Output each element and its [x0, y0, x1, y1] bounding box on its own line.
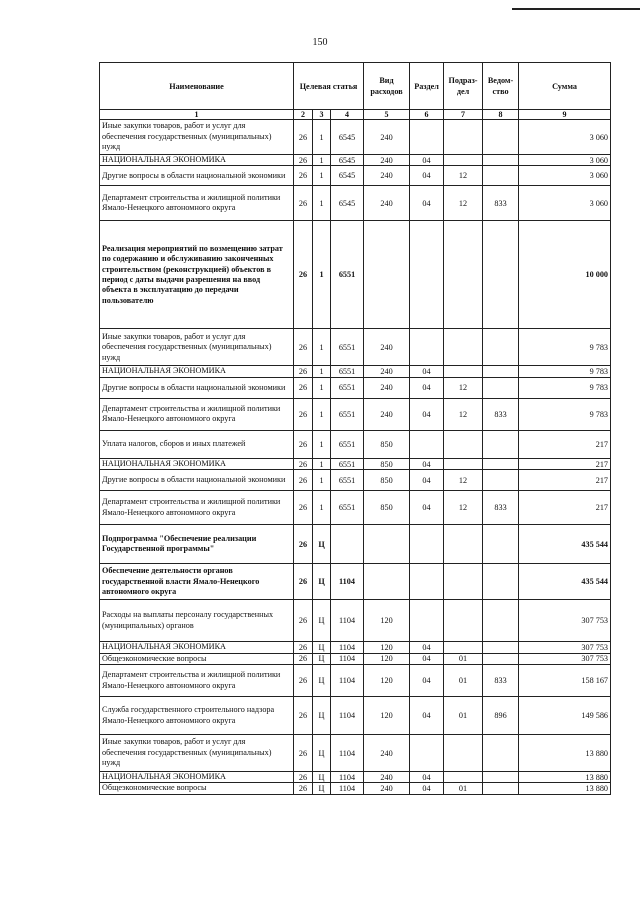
row-code: 1	[313, 166, 331, 186]
table-row	[100, 735, 611, 772]
row-code: 1	[313, 366, 331, 377]
header-expense-type: Вид расходов	[364, 63, 410, 110]
row-code	[410, 525, 444, 564]
row-code: 833	[483, 186, 519, 221]
row-code: 1	[313, 120, 331, 155]
row-code: Ц	[313, 653, 331, 664]
row-code: 26	[294, 564, 313, 600]
row-sum: 3 060	[519, 120, 611, 155]
row-code: 240	[364, 166, 410, 186]
row-code	[483, 377, 519, 398]
row-name: Общеэкономические вопросы	[100, 783, 294, 794]
row-code: 896	[483, 697, 519, 735]
row-code: 1104	[331, 564, 364, 600]
row-sum: 217	[519, 470, 611, 491]
row-code	[364, 221, 410, 329]
row-code: 6545	[331, 120, 364, 155]
header-name: Наименование	[100, 63, 294, 110]
table-row	[100, 186, 611, 221]
column-number: 8	[483, 110, 519, 120]
row-code: 120	[364, 642, 410, 653]
row-code: 240	[364, 186, 410, 221]
row-code: 26	[294, 120, 313, 155]
row-code: 120	[364, 665, 410, 697]
row-code: 240	[364, 783, 410, 794]
row-code: 1	[313, 470, 331, 491]
row-sum: 435 544	[519, 525, 611, 564]
row-code: 6545	[331, 186, 364, 221]
row-sum: 10 000	[519, 221, 611, 329]
row-code: 26	[294, 366, 313, 377]
row-code: 6551	[331, 398, 364, 430]
row-name: НАЦИОНАЛЬНАЯ ЭКОНОМИКА	[100, 642, 294, 653]
row-code: 240	[364, 366, 410, 377]
row-code: 833	[483, 491, 519, 525]
row-name: Департамент строительства и жилищной политики Ямало-Ненецкого автономного округа	[100, 491, 294, 525]
row-code: 04	[410, 783, 444, 794]
row-code: 120	[364, 600, 410, 642]
row-code: 6545	[331, 155, 364, 166]
table-body	[100, 120, 611, 795]
row-code: 1	[313, 155, 331, 166]
corner-mark	[512, 8, 640, 10]
row-code	[444, 525, 483, 564]
row-sum: 13 880	[519, 783, 611, 794]
table-row	[100, 155, 611, 166]
header-sum: Сумма	[519, 63, 611, 110]
row-code: 1	[313, 329, 331, 366]
row-code	[444, 458, 483, 469]
row-code: 26	[294, 525, 313, 564]
column-number: 7	[444, 110, 483, 120]
row-code: Ц	[313, 772, 331, 783]
row-sum: 217	[519, 458, 611, 469]
row-code: 1104	[331, 735, 364, 772]
table-row	[100, 600, 611, 642]
table-row	[100, 491, 611, 525]
row-code: 6551	[331, 221, 364, 329]
row-code	[444, 735, 483, 772]
row-code	[410, 735, 444, 772]
row-code: 26	[294, 642, 313, 653]
row-code: 1	[313, 491, 331, 525]
row-code: 1	[313, 398, 331, 430]
row-code: 240	[364, 398, 410, 430]
row-code	[331, 525, 364, 564]
row-code	[483, 120, 519, 155]
row-code: 04	[410, 642, 444, 653]
row-code: 833	[483, 398, 519, 430]
row-sum: 435 544	[519, 564, 611, 600]
row-code: 12	[444, 470, 483, 491]
row-name: Уплата налогов, сборов и иных платежей	[100, 430, 294, 458]
row-code	[483, 600, 519, 642]
row-sum: 217	[519, 430, 611, 458]
row-code: 04	[410, 166, 444, 186]
row-code: 6551	[331, 491, 364, 525]
row-code	[483, 642, 519, 653]
row-code: 1	[313, 186, 331, 221]
row-name: Другие вопросы в области национальной экономики	[100, 377, 294, 398]
row-code: 04	[410, 665, 444, 697]
row-sum: 9 783	[519, 366, 611, 377]
row-code: 850	[364, 491, 410, 525]
table-row	[100, 665, 611, 697]
row-name: Другие вопросы в области национальной экономики	[100, 470, 294, 491]
row-code	[444, 564, 483, 600]
row-code	[364, 564, 410, 600]
table-row	[100, 430, 611, 458]
budget-table	[99, 62, 611, 795]
row-code	[483, 470, 519, 491]
table-row	[100, 329, 611, 366]
row-name: Реализация мероприятий по возмещению затрат по содержанию и обслуживанию законченных строительством (реконструкцией) объектов в период с даты выдачи разрешения на ввод объекта в эксплуатацию до передачи пользователю	[100, 221, 294, 329]
table-row	[100, 783, 611, 794]
row-sum: 3 060	[519, 186, 611, 221]
page-number: 150	[312, 37, 328, 48]
row-name: Иные закупки товаров, работ и услуг для обеспечения государственных (муниципальных) нужд	[100, 329, 294, 366]
row-name: Служба государственного строительного надзора Ямало-Ненецкого автономного округа	[100, 697, 294, 735]
table-row	[100, 221, 611, 329]
row-code: 6551	[331, 458, 364, 469]
row-code: 26	[294, 430, 313, 458]
row-code: 04	[410, 772, 444, 783]
row-code	[483, 735, 519, 772]
row-code: 12	[444, 491, 483, 525]
row-code: 26	[294, 166, 313, 186]
row-code	[483, 221, 519, 329]
row-name: Департамент строительства и жилищной политики Ямало-Ненецкого автономного округа	[100, 665, 294, 697]
row-code: 04	[410, 697, 444, 735]
row-code: 01	[444, 697, 483, 735]
row-sum: 307 753	[519, 642, 611, 653]
column-number: 3	[313, 110, 331, 120]
row-code: Ц	[313, 735, 331, 772]
row-code	[483, 653, 519, 664]
row-code: Ц	[313, 697, 331, 735]
row-code: 6551	[331, 329, 364, 366]
row-code	[410, 120, 444, 155]
row-code: 1104	[331, 697, 364, 735]
table-row	[100, 470, 611, 491]
row-code: 240	[364, 120, 410, 155]
table-row	[100, 653, 611, 664]
row-name: НАЦИОНАЛЬНАЯ ЭКОНОМИКА	[100, 458, 294, 469]
column-number: 1	[100, 110, 294, 120]
row-name: Подпрограмма "Обеспечение реализации Государственной программы"	[100, 525, 294, 564]
row-code	[444, 772, 483, 783]
table-row	[100, 525, 611, 564]
row-code	[483, 155, 519, 166]
row-code	[483, 525, 519, 564]
row-sum: 307 753	[519, 600, 611, 642]
row-code: 26	[294, 377, 313, 398]
row-code	[483, 430, 519, 458]
row-sum: 307 753	[519, 653, 611, 664]
row-code: 01	[444, 665, 483, 697]
table-row	[100, 120, 611, 155]
row-code: Ц	[313, 564, 331, 600]
row-sum: 9 783	[519, 329, 611, 366]
table-row	[100, 564, 611, 600]
row-code	[444, 329, 483, 366]
row-code: 26	[294, 665, 313, 697]
column-number: 9	[519, 110, 611, 120]
row-code: 26	[294, 772, 313, 783]
row-code: 1104	[331, 653, 364, 664]
row-code: 240	[364, 155, 410, 166]
row-code: 04	[410, 470, 444, 491]
row-code	[483, 166, 519, 186]
row-code	[364, 525, 410, 564]
row-code: 04	[410, 491, 444, 525]
row-code: 26	[294, 329, 313, 366]
row-code: 1	[313, 430, 331, 458]
row-code: 12	[444, 377, 483, 398]
row-code: 26	[294, 155, 313, 166]
row-code: 850	[364, 458, 410, 469]
row-code: 120	[364, 653, 410, 664]
row-code: 240	[364, 329, 410, 366]
table-row	[100, 697, 611, 735]
row-code: 12	[444, 398, 483, 430]
header-target-article: Целевая статья	[294, 63, 364, 110]
row-code: 1	[313, 221, 331, 329]
row-code: 01	[444, 783, 483, 794]
row-name: Обеспечение деятельности органов государственной власти Ямало-Ненецкого автономного округа	[100, 564, 294, 600]
row-code: 26	[294, 697, 313, 735]
row-code	[444, 155, 483, 166]
row-code	[444, 430, 483, 458]
row-code: 04	[410, 398, 444, 430]
row-code: 26	[294, 491, 313, 525]
table-row	[100, 772, 611, 783]
row-code: 26	[294, 221, 313, 329]
row-code: Ц	[313, 525, 331, 564]
row-code: 26	[294, 600, 313, 642]
row-code: 26	[294, 186, 313, 221]
row-name: Иные закупки товаров, работ и услуг для обеспечения государственных (муниципальных) нужд	[100, 735, 294, 772]
row-name: Расходы на выплаты персоналу государственных (муниципальных) органов	[100, 600, 294, 642]
column-number-row	[100, 110, 611, 120]
row-code: 12	[444, 166, 483, 186]
row-code: 6551	[331, 430, 364, 458]
header-section: Раздел	[410, 63, 444, 110]
row-code: Ц	[313, 600, 331, 642]
row-sum: 3 060	[519, 166, 611, 186]
row-code: 04	[410, 186, 444, 221]
row-code	[444, 642, 483, 653]
row-code: 1	[313, 458, 331, 469]
row-code: 04	[410, 653, 444, 664]
row-code: 26	[294, 458, 313, 469]
row-code	[483, 783, 519, 794]
row-code	[444, 366, 483, 377]
row-code: Ц	[313, 783, 331, 794]
row-code	[410, 564, 444, 600]
row-name: Другие вопросы в области национальной экономики	[100, 166, 294, 186]
row-code: 12	[444, 186, 483, 221]
row-code: Ц	[313, 642, 331, 653]
row-name: Департамент строительства и жилищной политики Ямало-Ненецкого автономного округа	[100, 186, 294, 221]
row-code	[483, 458, 519, 469]
row-code	[483, 772, 519, 783]
row-code	[483, 564, 519, 600]
row-code: 04	[410, 377, 444, 398]
row-code: 26	[294, 735, 313, 772]
row-code: 120	[364, 697, 410, 735]
row-sum: 13 880	[519, 772, 611, 783]
row-code: Ц	[313, 665, 331, 697]
row-code: 04	[410, 366, 444, 377]
header-subsection: Подраз-дел	[444, 63, 483, 110]
row-code: 04	[410, 458, 444, 469]
column-number: 2	[294, 110, 313, 120]
row-code: 6551	[331, 470, 364, 491]
row-name: Иные закупки товаров, работ и услуг для обеспечения государственных (муниципальных) нужд	[100, 120, 294, 155]
row-code	[444, 120, 483, 155]
row-code	[410, 600, 444, 642]
row-code: 26	[294, 470, 313, 491]
row-code: 1	[313, 377, 331, 398]
row-sum: 217	[519, 491, 611, 525]
row-sum: 13 880	[519, 735, 611, 772]
row-sum: 9 783	[519, 398, 611, 430]
row-code: 1104	[331, 665, 364, 697]
table-row	[100, 366, 611, 377]
row-code: 6551	[331, 366, 364, 377]
row-code	[410, 221, 444, 329]
column-number: 5	[364, 110, 410, 120]
row-sum: 149 586	[519, 697, 611, 735]
row-code: 240	[364, 735, 410, 772]
table-row	[100, 377, 611, 398]
row-code: 26	[294, 783, 313, 794]
row-name: НАЦИОНАЛЬНАЯ ЭКОНОМИКА	[100, 772, 294, 783]
row-code: 1104	[331, 642, 364, 653]
row-code: 1104	[331, 772, 364, 783]
row-code	[410, 329, 444, 366]
row-code: 1104	[331, 600, 364, 642]
row-code	[444, 221, 483, 329]
row-code	[444, 600, 483, 642]
header-department: Ведом-ство	[483, 63, 519, 110]
row-name: Департамент строительства и жилищной политики Ямало-Ненецкого автономного округа	[100, 398, 294, 430]
row-code: 240	[364, 772, 410, 783]
row-code: 26	[294, 653, 313, 664]
row-code: 04	[410, 155, 444, 166]
row-code: 01	[444, 653, 483, 664]
row-sum: 158 167	[519, 665, 611, 697]
row-name: Общеэкономические вопросы	[100, 653, 294, 664]
row-code	[410, 430, 444, 458]
row-code: 850	[364, 470, 410, 491]
row-code	[483, 329, 519, 366]
table-row	[100, 166, 611, 186]
row-code: 1104	[331, 783, 364, 794]
row-code: 26	[294, 398, 313, 430]
row-sum: 3 060	[519, 155, 611, 166]
row-name: НАЦИОНАЛЬНАЯ ЭКОНОМИКА	[100, 155, 294, 166]
table-row	[100, 398, 611, 430]
row-code: 6551	[331, 377, 364, 398]
column-number: 6	[410, 110, 444, 120]
row-code: 6545	[331, 166, 364, 186]
header-row	[100, 63, 611, 110]
table-row	[100, 642, 611, 653]
row-code: 833	[483, 665, 519, 697]
row-name: НАЦИОНАЛЬНАЯ ЭКОНОМИКА	[100, 366, 294, 377]
table-row	[100, 458, 611, 469]
row-code: 240	[364, 377, 410, 398]
column-number: 4	[331, 110, 364, 120]
row-code	[483, 366, 519, 377]
row-sum: 9 783	[519, 377, 611, 398]
row-code: 850	[364, 430, 410, 458]
